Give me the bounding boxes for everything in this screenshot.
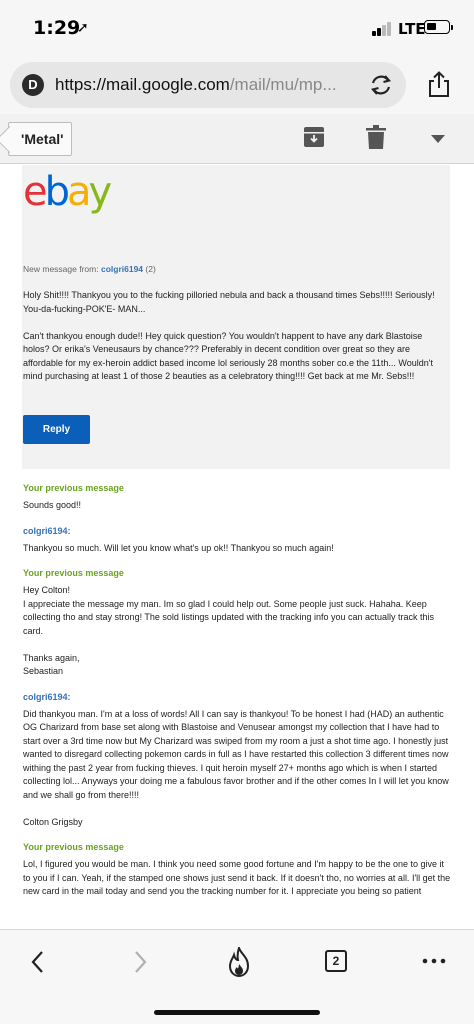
more-icon[interactable] [422,958,446,964]
ebay-logo: ebay [23,169,110,215]
archive-icon[interactable] [303,126,325,148]
new-message-line [23,264,156,274]
message-thread [23,483,453,912]
email-content [0,165,474,929]
new-message-prefix: New message from: [23,264,99,274]
back-to-label-button[interactable]: 'Metal' [8,122,72,156]
sender-label: colgri6194: [23,525,71,536]
sender-link[interactable]: colgri6194 [100,264,144,274]
thread-message-text: Thankyou so much. Will let you know what's up ok!! Thankyou so much again! [23,542,334,553]
previous-message-label: Your previous message [23,483,124,493]
url-text[interactable] [55,75,365,95]
site-favicon: D [22,74,44,96]
thread-message-text: Sounds good!! [23,500,82,510]
browser-bottom-bar [0,929,474,1024]
share-icon[interactable] [424,70,454,100]
signal-icon [372,22,394,36]
status-time: 1:29 [33,17,81,39]
sender-label: colgri6194: [23,691,71,702]
trash-icon[interactable] [366,125,386,149]
mail-toolbar [0,114,474,164]
ebay-message-card [22,165,450,469]
message-body: Holy Shit!!!! Thankyou you to the fucking pilloried nebula and back a thousand times Sebs!!!!! Seriously! You-da-fucking-POK'E- MAN... Can't thankyou enough dude!! Hey quick question? You wouldn't happent to have any dark Blastoise holos? Or erika's Veneusaurs by chance??? Preferably in decent condition over great so they are affordable for my ex-heroin addict based income lol seriously 28 months sober co.e the 11th... Wouldn't mind purchasing at least 1 of those 2 beauties as a celebratory thing!!!! Get back at me Mr. Sebs!!! [23,290,435,381]
chevron-right-icon[interactable] [130,950,150,974]
address-bar[interactable] [10,62,406,108]
location-arrow-icon: ➚ [77,19,89,35]
battery-tip [451,25,453,30]
tabs-button[interactable]: 2 [325,950,347,972]
network-label: LTE [398,20,426,38]
thread-message-text: Hey Colton! I appreciate the message my man. Im so glad I could help out. Some people just suck. Hahaha. Keep collecting tho and stay strong! The sold listings updated with the tracking info you can actually track this card. Thanks again, Sebastian [23,585,435,676]
url-rest: /mail/mu/mp... [229,75,337,94]
previous-message-label: Your previous message [23,842,124,852]
more-options-dropdown[interactable] [431,135,445,143]
home-indicator [154,1010,320,1015]
browser-address-area [0,56,474,114]
status-bar [0,0,474,56]
reply-button[interactable]: Reply [23,415,90,444]
fire-icon[interactable] [226,947,252,977]
thread-message-text: Did thankyou man. I'm at a loss of words! All I can say is thankyou! To be honest I had (HAD) an authentic OG Charizard from base set along with Blastoise and Venusear amongst my collection that I have had to start over a 3rd time now but My Charizard was swiped from my room a just a shot time ago. I honestly just wanted to disregard collecting pokemon cards in full as I have restarted this collection 3 different times now withing the past 2 year from fucking thieves. I quit heroin myself 27+ months ago which is when I started collecting lol... Anyways your doing me a fabulous favor brother and if the other comes In I will let you know and we shall go from there!!!! Colton Grigsby [23,708,449,827]
battery-icon [424,20,450,34]
message-count: (2) [145,264,156,274]
reload-icon[interactable] [368,72,394,98]
chevron-left-icon[interactable] [28,950,48,974]
url-main: https://mail.google.com [55,75,230,94]
previous-message-label: Your previous message [23,568,124,578]
thread-message-text: Lol, I figured you would be man. I think you need some good fortune and I'm happy to be the one to give it to you if I can. Yeah, if the stamped one shows just send it back. If it doesn't tho, no worries at all. I'll get the new card in the mail today and send you the tracking number for it. I appreciate you being so patient [23,859,453,896]
